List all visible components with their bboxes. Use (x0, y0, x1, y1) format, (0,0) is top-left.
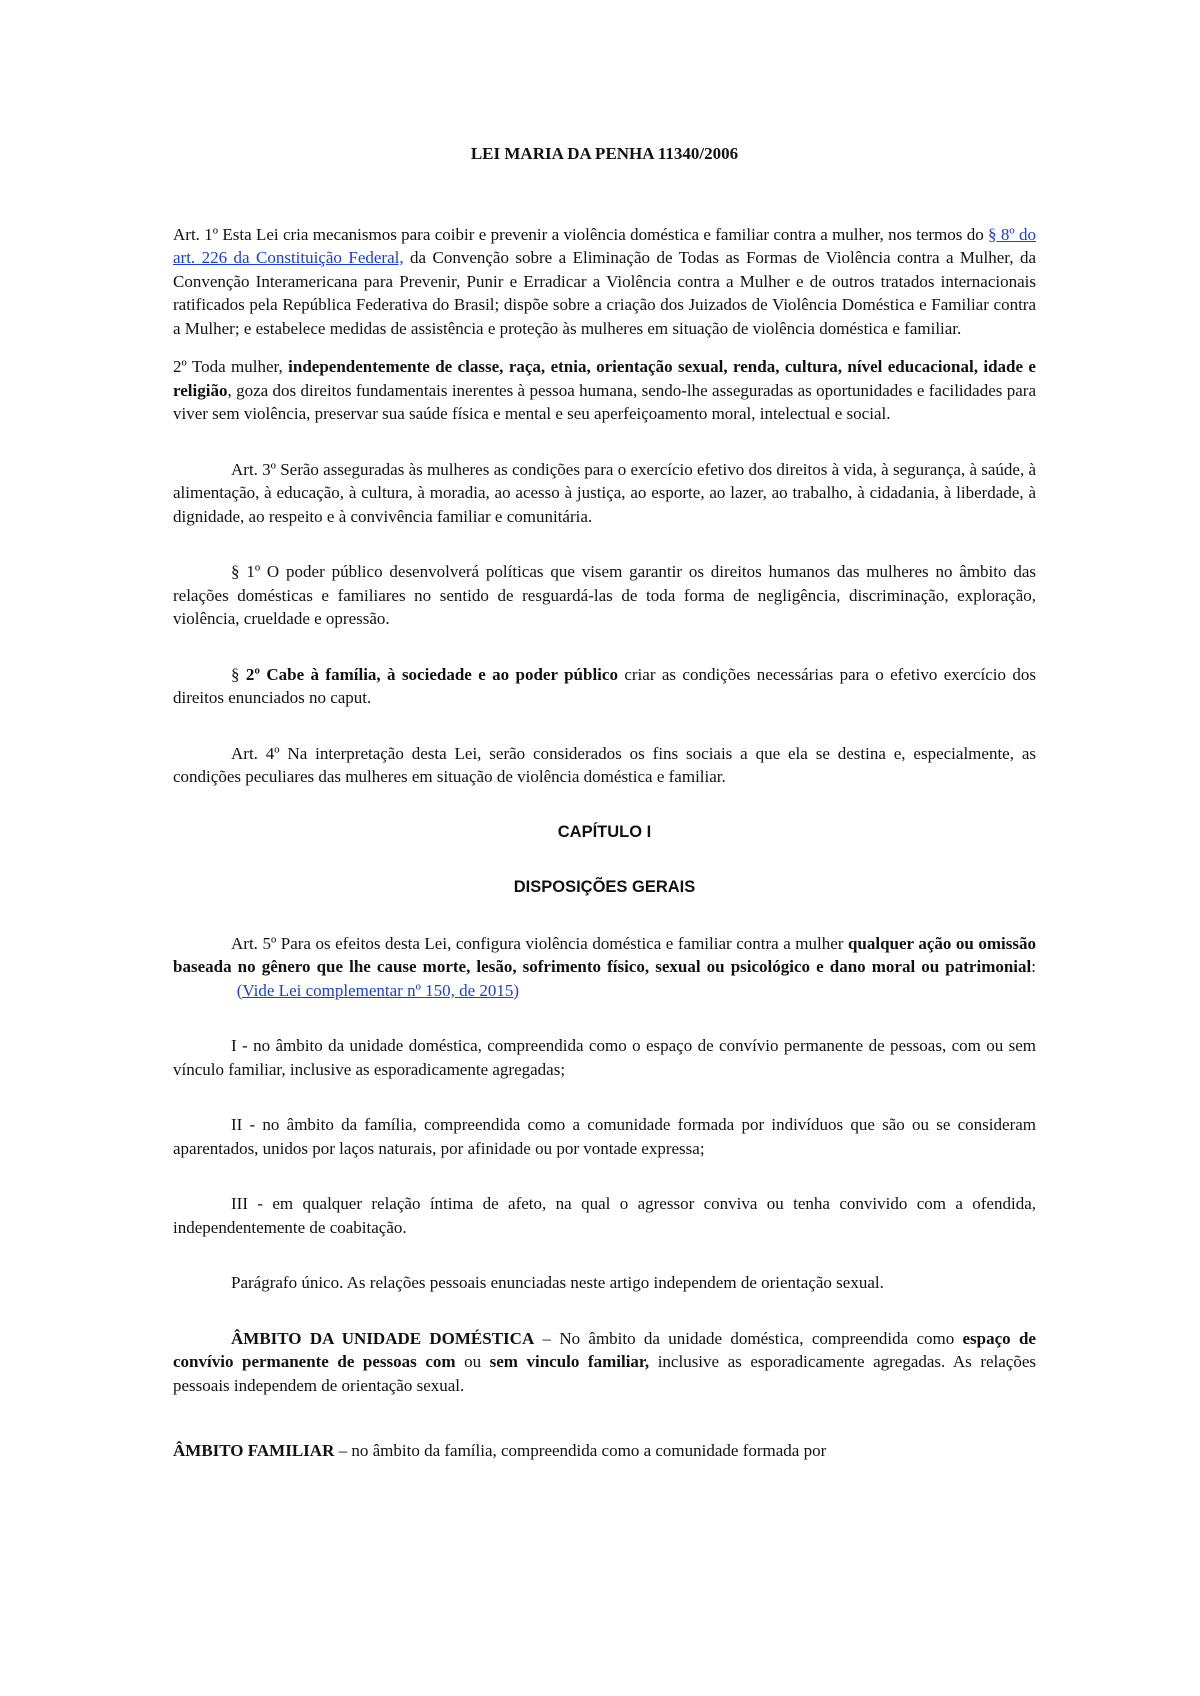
article-1 (173, 223, 1036, 341)
chapter-title: DISPOSIÇÕES GERAIS (513, 878, 696, 896)
article-5-start: Art. 5º Para os efeitos desta Lei, configura violência doméstica e familiar contra a mulher (231, 933, 848, 953)
article-5-spacer (173, 981, 237, 1000)
article-2-rest: , goza dos direitos fundamentais inerentes à pessoa humana, sendo-lhe asseguradas as oportunidades e facilidades para viver sem violência, preservar sua saúde física e mental e seu aperfeiçoamento moral, intelectual e social. (173, 380, 1036, 423)
ambito-domestica-heading: ÂMBITO DA UNIDADE DOMÉSTICA (231, 1328, 535, 1348)
article-5 (173, 932, 1036, 1003)
article-2-start: 2º Toda mulher, (173, 357, 289, 376)
chapter-heading: CAPÍTULO I (557, 822, 652, 841)
article-3-paragraph-2-rest: criar as condições necessárias para o efetivo exercício dos direitos enunciados no caput. (173, 664, 1037, 707)
ambito-domestica-text-2: ou (455, 1352, 490, 1371)
article-2 (173, 355, 1036, 426)
article-5-item-2: II - no âmbito da família, compreendida como a comunidade formada por indivíduos que são ou se consideram aparentados, unidos por laços naturais, por afinidade ou por vontade expressa; (173, 1115, 1036, 1158)
constitution-link[interactable]: § 8º do art. 226 da Constituição Federal, (173, 224, 1036, 267)
article-3-paragraph-2 (173, 663, 1036, 710)
article-2-bold: independentemente de classe, raça, etnia, orientação sexual, renda, cultura, nível educacional, idade e religião (173, 357, 1036, 400)
ambito-domestica-text-1: – No âmbito da unidade doméstica, compreendida como (534, 1328, 963, 1348)
ambito-domestica-rest: inclusive as esporadicamente agregadas. As relações pessoais independem de orientação sexual. (173, 1352, 1036, 1395)
article-4: Art. 4º Na interpretação desta Lei, serão considerados os fins sociais a que ela se destina e, especialmente, as condições peculiares das mulheres em situação de violência doméstica e familiar. (173, 743, 1036, 786)
ambito-familiar-heading: ÂMBITO FAMILIAR (173, 1441, 335, 1460)
article-5-bold: qualquer ação ou omissão baseada no gênero que lhe cause morte, lesão, sofrimento físico, sexual ou psicológico e dano moral ou patrimonial (173, 933, 1036, 976)
document-body (173, 142, 1036, 1463)
article-5-colon: : (1031, 957, 1036, 976)
article-5-item-3: III - em qualquer relação íntima de afeto, na qual o agressor conviva ou tenha convivido com a ofendida, independentemente de coabitação. (173, 1194, 1036, 1237)
ambito-familiar-text: – no âmbito da família, compreendida como a comunidade formada por (334, 1441, 827, 1460)
article-5-sole-paragraph: Parágrafo único. As relações pessoais enunciadas neste artigo independem de orientação sexual. (231, 1273, 884, 1292)
article-3-paragraph-2-bold: 2º Cabe à família, à sociedade e ao poder público (245, 664, 618, 684)
article-1-text-end: da Convenção sobre a Eliminação de Todas as Formas de Violência contra a Mulher, da Convenção Interamericana para Prevenir, Punir e Erradicar a Violência contra a Mulher e de outros tratados internacionais ratificados pela República Federativa do Brasil; dispõe sobre a criação dos Juizados de Violência Doméstica e Familiar contra a Mulher; e estabelece medidas de assistência e proteção às mulheres em situação de violência doméstica e familiar. (173, 248, 1036, 338)
article-1-text-start: Art. 1º Esta Lei cria mecanismos para coibir e prevenir a violência doméstica e familiar contra a mulher, nos termos do (173, 224, 989, 244)
article-3-paragraph-1: § 1º O poder público desenvolverá políticas que visem garantir os direitos humanos das mulheres no âmbito das relações domésticas e familiares no sentido de resguardá-las de toda forma de negligência, discriminação, exploração, violência, crueldade e opressão. (173, 562, 1036, 628)
ambito-domestica (173, 1327, 1036, 1398)
complementary-law-link[interactable]: (Vide Lei complementar nº 150, de 2015) (236, 980, 520, 1000)
section-sign: § (231, 664, 246, 684)
ambito-domestica-bold-3: sem vinculo familiar, (489, 1352, 650, 1371)
article-3: Art. 3º Serão asseguradas às mulheres as condições para o exercício efetivo dos direitos à vida, à segurança, à saúde, à alimentação, à educação, à cultura, à moradia, ao acesso à justiça, ao esporte, ao lazer, ao trabalho, à cidadania, à liberdade, à dignidade, ao respeito e à convivência familiar e comunitária. (173, 459, 1036, 526)
document-title: LEI MARIA DA PENHA 11340/2006 (470, 144, 739, 163)
ambito-domestica-bold-2: espaço de convívio permanente de pessoas com (173, 1328, 1036, 1371)
article-5-item-1: I - no âmbito da unidade doméstica, compreendida como o espaço de convívio permanente de pessoas, com ou sem vínculo familiar, inclusive as esporadicamente agregadas; (173, 1036, 1036, 1079)
ambito-familiar (173, 1439, 1036, 1463)
